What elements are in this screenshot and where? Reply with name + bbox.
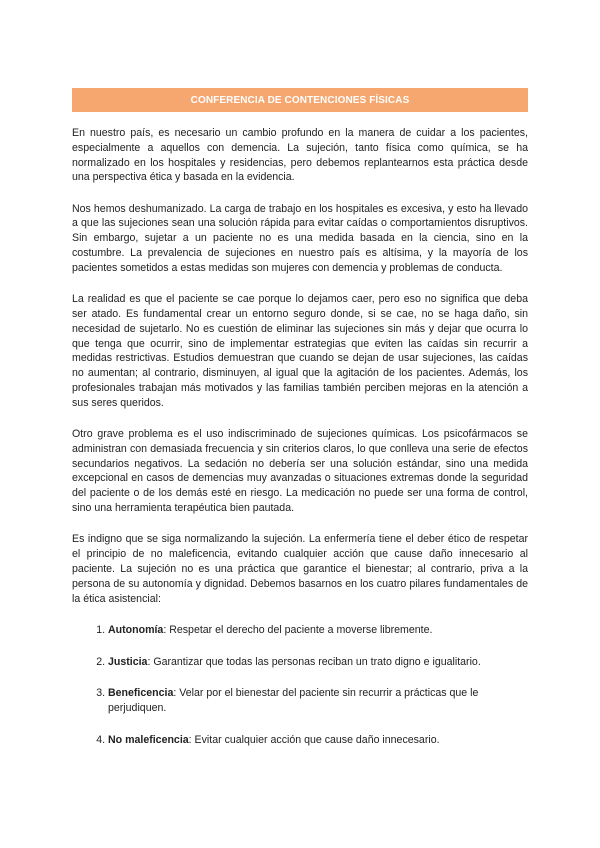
principle-text: : Velar por el bienestar del paciente sin recurrir a prácticas que le perjudiquen.	[108, 687, 479, 715]
principle-term: No maleficencia	[108, 734, 189, 746]
title-banner	[72, 88, 528, 112]
list-item	[108, 623, 528, 638]
principle-term: Beneficencia	[108, 687, 174, 700]
principle-text: : Garantizar que todas las personas reciban un trato digno e igualitario.	[147, 655, 481, 668]
paragraph: Otro grave problema es el uso indiscriminado de sujeciones químicas. Los psicofármacos se administran con demasiada frecuencia y sin criterios claros, lo que conlleva una serie de efectos secundarios negativos. La sedación no debería ser una solución estándar, sino una medida excepcional en casos de demencias muy avanzadas o situaciones extremas donde la seguridad del paciente o de los demás esté en riesgo. La medicación no puede ser una forma de control, sino una herramienta terapéutica bien pautada.	[72, 428, 528, 515]
paragraph: Es indigno que se siga normalizando la sujeción. La enfermería tiene el deber ético de respetar el principio de no maleficencia, evitando cualquier acción que cause daño innecesario al paciente. La sujeción no es una práctica que garantice el bienestar; al contrario, priva a la persona de su autonomía y dignidad. Debemos basarnos en los cuatro pilares fundamentales de la ética asistencial:	[72, 533, 528, 605]
principle-text: : Evitar cualquier acción que cause daño innecesario.	[188, 734, 440, 746]
document-title: CONFERENCIA DE CONTENCIONES FÍSICAS	[190, 94, 410, 106]
principle-term: Justicia	[108, 655, 148, 668]
list-item	[108, 733, 528, 748]
list-item	[108, 686, 528, 716]
paragraph: En nuestro país, es necesario un cambio profundo en la manera de cuidar a los pacientes, especialmente a aquellos con demencia. La sujeción, tanto física como química, se ha normalizado en los hospitales y residencias, pero debemos replantearnos esta práctica desde una perspectiva ética y basada en la evidencia.	[72, 127, 528, 184]
list-item	[108, 655, 528, 670]
paragraph: Nos hemos deshumanizado. La carga de trabajo en los hospitales es excesiva, y esto ha llevado a que las sujeciones sean una solución rápida para evitar caídas o comportamientos disruptivos. Sin embargo, sujetar a un paciente no es una medida basada en la ciencia, sino en la costumbre. La prevalencia de sujeciones en nuestro país es altísima, y la mayoría de los pacientes sometidos a estas medidas son mujeres con demencia y problemas de conducta.	[72, 202, 528, 274]
principle-term: Autonomía	[108, 623, 164, 636]
principles-list	[72, 623, 528, 748]
principle-text: : Respetar el derecho del paciente a moverse libremente.	[163, 623, 433, 636]
paragraph: La realidad es que el paciente se cae porque lo dejamos caer, pero eso no significa que deba ser atado. Es fundamental crear un entorno seguro donde, si se cae, no se haga daño, sin necesidad de sujetarlo. No es cuestión de eliminar las sujeciones sin más y dejar que ocurra lo que tenga que ocurrir, sino de implementar estrategias que eviten las caídas sin recurrir a medidas restrictivas. Estudios demuestran que cuando se dejan de usar sujeciones, las caídas no aumentan; al contrario, disminuyen, al igual que la agitación de los pacientes. Además, los profesionales trabajan más motivados y las familias también perciben mejoras en la atención a sus seres queridos.	[72, 293, 528, 409]
document-body	[72, 126, 528, 765]
